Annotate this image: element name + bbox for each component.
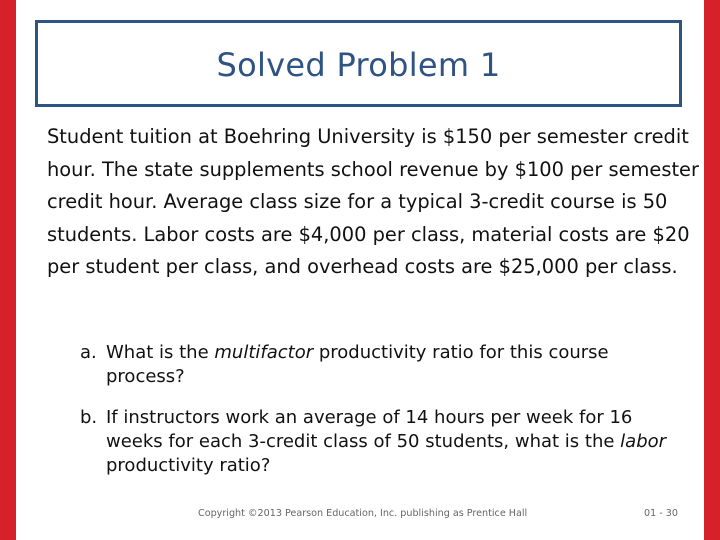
question-a-text (106, 341, 680, 389)
question-a-text-before: What is the (106, 342, 215, 363)
question-a-letter: a. (80, 342, 97, 363)
question-b-text-before: If instructors work an average of 14 hours per week for 16 weeks for each 3-credit class of 50 students, what is the (106, 407, 633, 452)
left-accent-bar (0, 0, 16, 540)
footer-page-number: 01 - 30 (644, 508, 678, 519)
question-b-text-after: productivity ratio? (106, 455, 271, 476)
slide-title: Solved Problem 1 (216, 45, 501, 84)
problem-statement: Student tuition at Boehring University is $150 per semester credit hour. The state supplements school revenue by $100 per semester credit hour. Average class size for a typical 3-credit course is 50 students. Labor costs are $4,000 per class, material costs are $20 per student per class, and overhead costs are $25,000 per class. (47, 125, 699, 279)
right-accent-bar (704, 0, 720, 540)
footer-copyright: Copyright ©2013 Pearson Education, Inc. publishing as Prentice Hall (198, 508, 528, 519)
question-b-emphasis: labor (620, 431, 667, 452)
question-b-text (106, 406, 690, 478)
question-a-emphasis: multifactor (214, 342, 314, 363)
question-b-letter: b. (80, 407, 98, 428)
question-b (80, 406, 690, 478)
title-box (35, 20, 682, 107)
question-a-text-after: productivity ratio for this course process? (106, 342, 609, 387)
question-a (80, 341, 680, 389)
